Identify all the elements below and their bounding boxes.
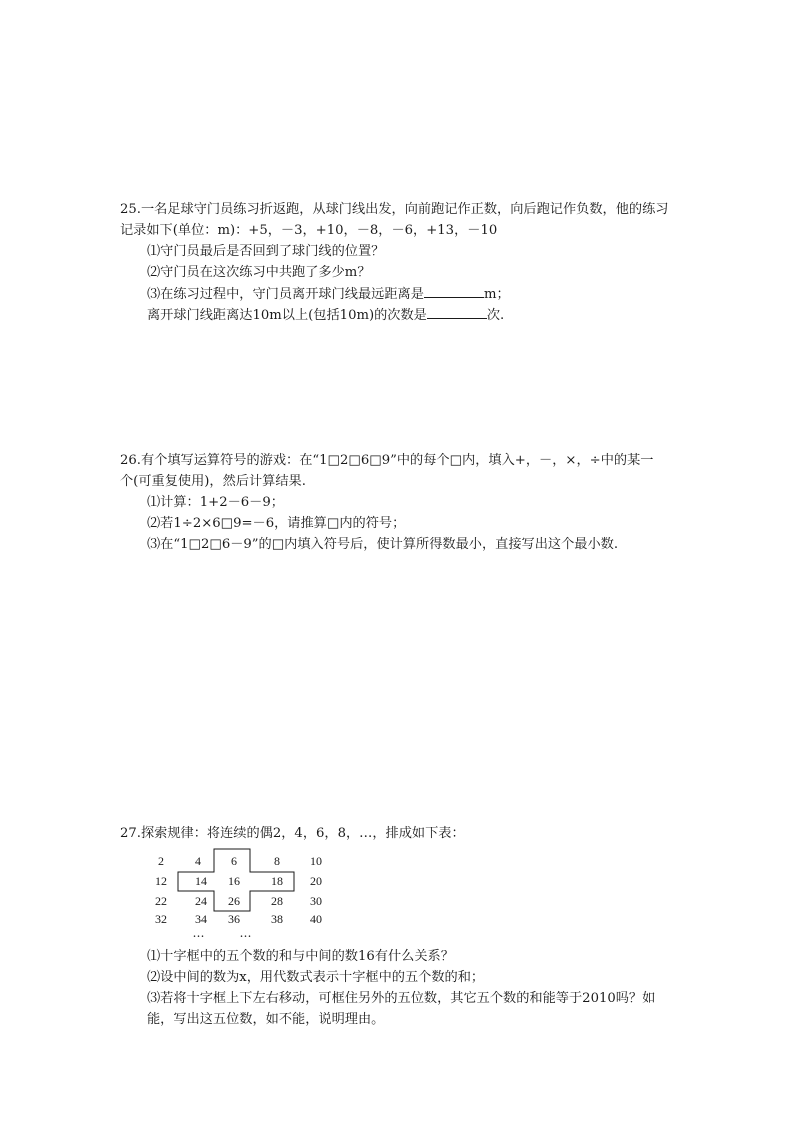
q27-part2: ⑵设中间的数为x，用代数式表示十字框中的五个数的和； xyxy=(147,970,485,985)
table-cell: 28 xyxy=(271,894,283,908)
table-cell: 36 xyxy=(228,912,240,926)
table-cell: 40 xyxy=(310,912,322,926)
q27-part3-line1: ⑶若将十字框上下左右移动，可框住另外的五位数，其它五个数的和能等于2010吗？如 xyxy=(147,991,656,1006)
q25-stem-line1: 25.一名足球守门员练习折返跑，从球门线出发，向前跑记作正数，向后跑记作负数，他的练习 xyxy=(120,202,669,217)
table-ellipsis: … xyxy=(239,926,251,940)
q25-part3b-unit: 次. xyxy=(486,308,505,323)
table-cell: 10 xyxy=(310,854,322,868)
q25-part3b-text: 离开球门线距离达10m以上(包括10m)的次数是 xyxy=(147,308,427,323)
table-cell: 16 xyxy=(228,874,240,888)
table-cell: 34 xyxy=(195,912,207,926)
q25-stem-line2: 记录如下(单位：m)：+5，－3，+10，－8，－6，+13，－10 xyxy=(120,223,498,238)
q25-part3-unit: m； xyxy=(483,287,510,302)
table-cell: 38 xyxy=(271,912,283,926)
q26-stem-line1: 26.有个填写运算符号的游戏：在“1□2□6□9”中的每个□内，填入+，－，×，÷中的某一 xyxy=(120,453,654,468)
table-cell: 18 xyxy=(271,874,283,888)
table-cell: 4 xyxy=(195,854,201,868)
table-ellipsis: … xyxy=(192,926,204,940)
q27-part1: ⑴十字框中的五个数的和与中间的数16有什么关系？ xyxy=(147,949,454,964)
table-cell: 12 xyxy=(155,874,167,888)
q25-part1: ⑴守门员最后是否回到了球门线的位置？ xyxy=(147,244,385,259)
table-cell: 22 xyxy=(155,894,167,908)
q27-part3-line2: 能，写出这五位数，如不能，说明理由。 xyxy=(147,1012,385,1027)
q27-stem: 27.探索规律：将连续的偶2，4，6，8，…，排成如下表： xyxy=(120,826,465,841)
table-cell: 32 xyxy=(155,912,167,926)
table-cell: 26 xyxy=(228,894,240,908)
table-cell: 6 xyxy=(231,854,237,868)
q26-part2: ⑵若1÷2×6□9=－6，请推算□内的符号； xyxy=(147,516,406,531)
q26-part3: ⑶在“1□2□6－9”的□内填入符号后，使计算所得数最小，直接写出这个最小数. xyxy=(147,537,619,552)
q25-part3-text: ⑶在练习过程中，守门员离开球门线最远距离是 xyxy=(147,287,424,302)
table-cell: 2 xyxy=(158,854,164,868)
table-cell: 30 xyxy=(310,894,322,908)
q26-stem-line2: 个(可重复使用)，然后计算结果. xyxy=(120,474,306,489)
q25-part2: ⑵守门员在这次练习中共跑了多少m？ xyxy=(147,265,371,280)
table-cell: 8 xyxy=(274,854,280,868)
table-cell: 14 xyxy=(195,874,207,888)
table-cell: 24 xyxy=(195,894,207,908)
q26-part1: ⑴计算：1+2－6－9； xyxy=(147,495,284,510)
table-cell: 20 xyxy=(310,874,322,888)
